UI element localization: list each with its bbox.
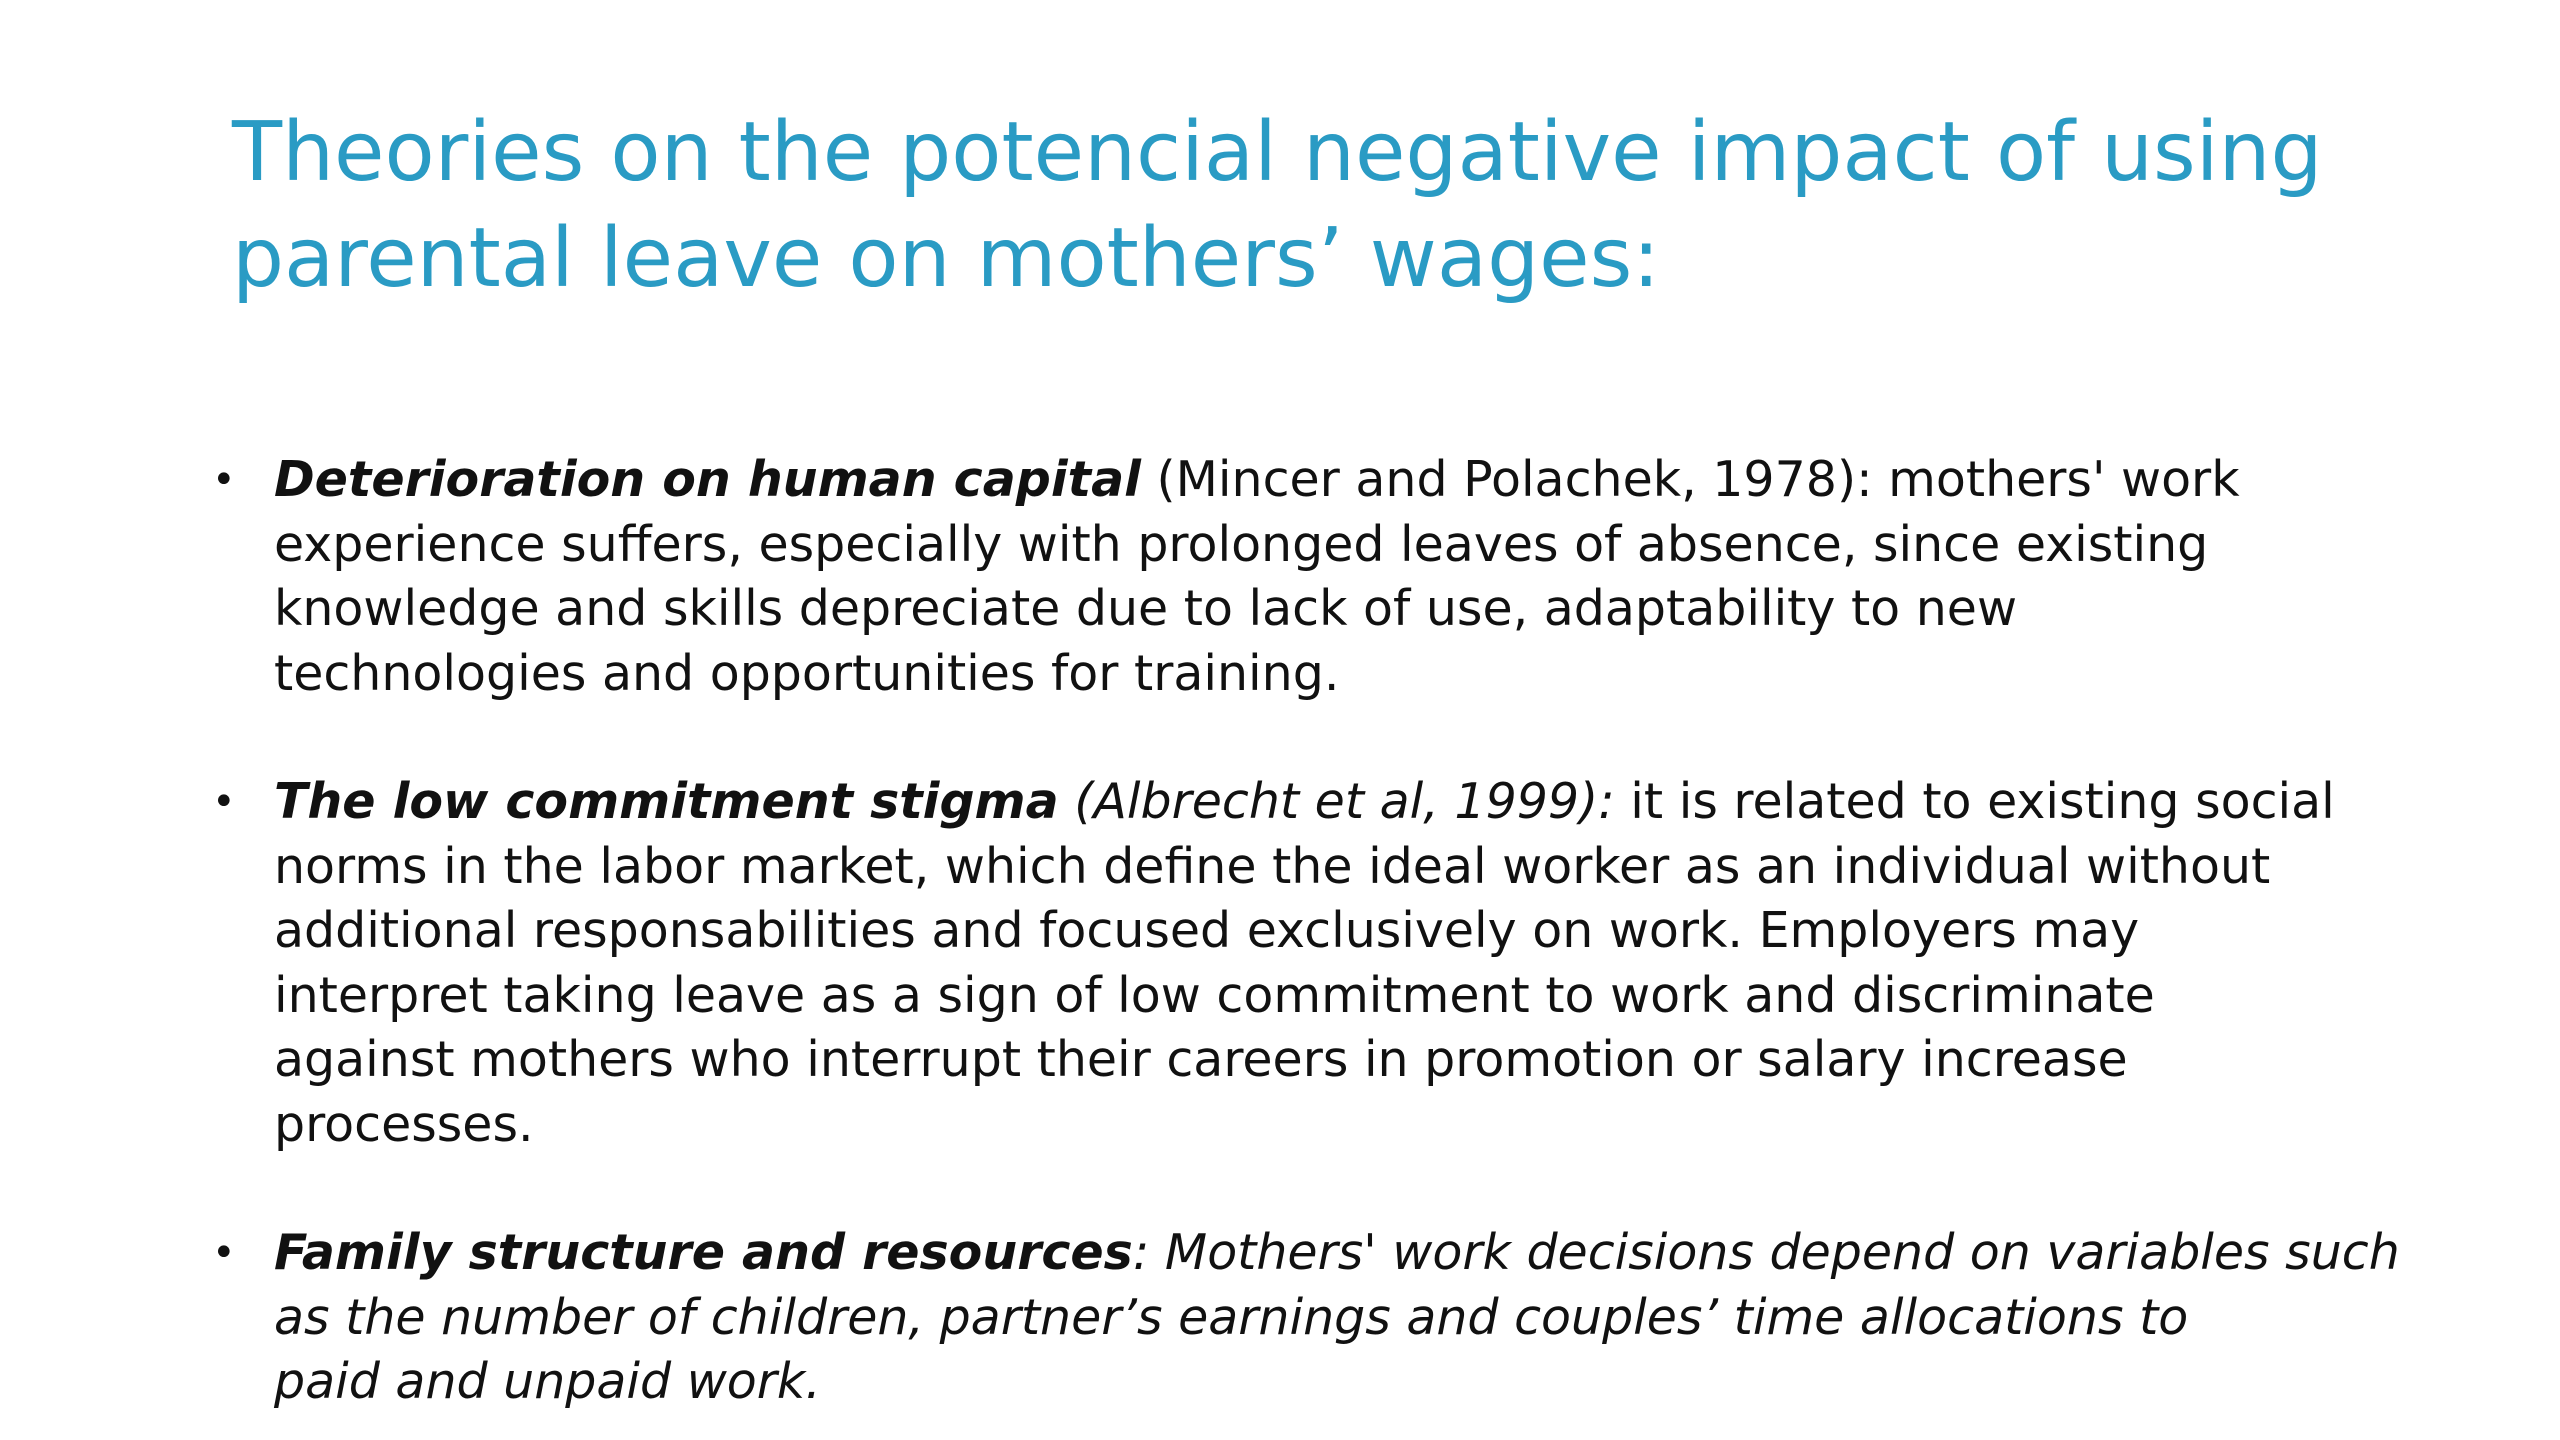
bullet-citation: (Albrecht et al, 1999): — [1058, 773, 1615, 830]
bullet-icon: • — [212, 1230, 236, 1276]
bullet-line: experience suffers, especially with prolonged leaves of absence, since existing — [274, 515, 2209, 573]
bullet-line: additional responsabilities and focused exclusively on work. Employers may — [274, 902, 2140, 959]
bullet-text: it is related to existing social — [1614, 773, 2335, 830]
bullet-line: technologies and opportunities for training. — [274, 644, 1340, 702]
bullet-term: Deterioration on human capital — [274, 451, 1141, 508]
bullet-term: Family structure and resources — [274, 1224, 1133, 1281]
bullet-text: : Mothers' work decisions depend on variables such — [1132, 1224, 2400, 1281]
slide-title-line: Theories on the potencial negative impact of using — [232, 105, 2323, 200]
bullet-icon: • — [212, 779, 236, 825]
bullet-icon: • — [212, 457, 236, 503]
slide-title — [232, 100, 2432, 312]
bullet-line — [274, 770, 2452, 835]
bullet-line: as the number of children, partner’s earnings and couples’ time allocations to — [274, 1288, 2189, 1346]
bullet-line — [274, 1221, 2452, 1286]
bullet-line: interpret taking leave as a sign of low commitment to work and discriminate — [274, 966, 2155, 1024]
bullet-human-capital — [212, 448, 2452, 706]
bullet-line: norms in the labor market, which define the ideal worker as an individual without — [274, 837, 2271, 895]
bullet-line: against mothers who interrupt their careers in promotion or salary increase — [274, 1031, 2128, 1088]
bullet-text: (Mincer and Polachek, 1978): mothers' work — [1140, 451, 2240, 508]
bullet-line — [274, 448, 2452, 513]
bullet-line: knowledge and skills depreciate due to lack of use, adaptability to new — [274, 580, 2018, 637]
bullet-line: paid and unpaid work. — [274, 1353, 821, 1410]
slide-title-line: parental leave on mothers’ wages: — [232, 211, 1660, 306]
bullet-line: processes. — [274, 1095, 534, 1153]
bullet-commitment-stigma — [212, 770, 2452, 1157]
bullet-list — [212, 448, 2452, 1415]
bullet-term: The low commitment stigma — [274, 773, 1059, 830]
bullet-family-structure — [212, 1221, 2452, 1415]
